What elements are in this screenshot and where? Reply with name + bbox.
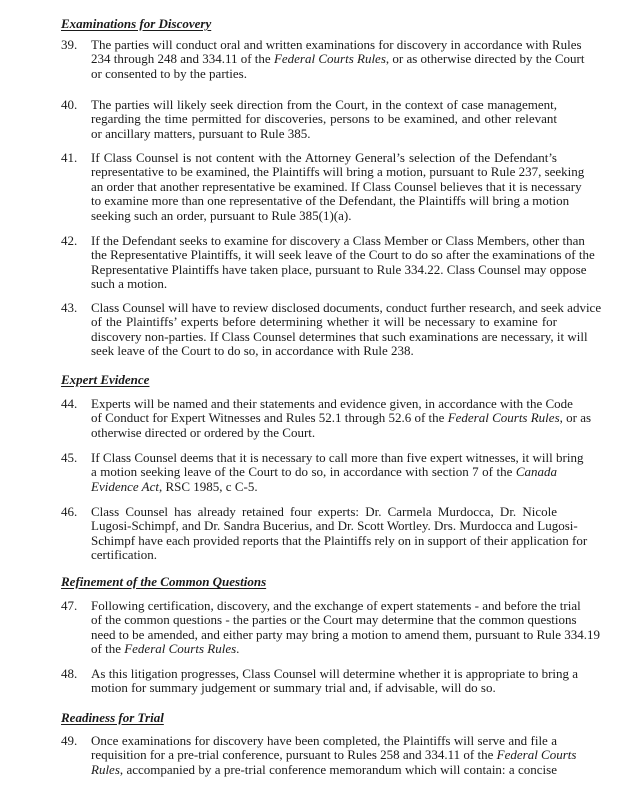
paragraph-number: 47. xyxy=(61,598,78,613)
paragraph-number: 41. xyxy=(61,150,78,165)
text-segment: to examine more than one representative of the Defendant, the Plaintiffs will bring a motion xyxy=(91,193,570,209)
text-segment: Representative Plaintiffs have taken place, pursuant to Rule 334.22. Class Counsel may oppose xyxy=(91,261,587,277)
numbered-paragraph xyxy=(61,504,588,563)
numbered-paragraph xyxy=(61,666,579,696)
text-line xyxy=(91,261,587,277)
paragraph-text xyxy=(91,37,585,81)
section-heading: Examinations for Discovery xyxy=(61,16,212,31)
text-line xyxy=(91,396,573,411)
paragraph-number: 48. xyxy=(61,666,78,681)
paragraph-number: 39. xyxy=(61,37,78,52)
paragraph-text xyxy=(91,450,584,494)
text-line xyxy=(91,666,579,681)
text-segment: regarding the time permitted for discoveries, persons to be examined, and other relevant xyxy=(91,111,557,127)
italic-citation: Rules xyxy=(91,761,120,777)
text-segment: or ancillary matters, pursuant to Rule 385. xyxy=(91,125,311,141)
text-segment: , RSC 1985, c C-5. xyxy=(158,478,258,494)
italic-citation: Canada xyxy=(515,464,557,480)
text-segment: Schimpf have each provided reports that the Plaintiffs rely on in support of their application for xyxy=(91,532,588,548)
numbered-paragraph xyxy=(61,300,602,359)
paragraph-text xyxy=(91,300,602,359)
section-heading: Readiness for Trial xyxy=(61,710,164,725)
paragraph-text xyxy=(91,396,592,440)
numbered-paragraph xyxy=(61,233,595,292)
text-line xyxy=(91,127,557,141)
text-line xyxy=(91,193,570,209)
text-segment: discovery non-parties. If Class Counsel determines that such examinations are necessary, it will xyxy=(91,328,588,344)
text-segment: representative to be examined, the Plaintiffs will bring a motion, pursuant to Rule 237, seeking xyxy=(91,164,585,180)
paragraph-number: 43. xyxy=(61,300,78,315)
text-line xyxy=(91,747,577,763)
text-segment: , or as xyxy=(559,410,592,426)
italic-citation: Federal Courts Rules xyxy=(273,51,386,67)
text-line xyxy=(91,681,557,695)
text-segment: Following certification, discovery, and the exchange of expert statements - and before the trial xyxy=(91,598,581,613)
paragraph-text xyxy=(91,504,588,563)
text-segment: , accompanied by a pre-trial conference memorandum which will contain: a concise xyxy=(119,761,557,777)
text-line xyxy=(91,233,585,248)
text-segment: The parties will conduct oral and written examinations for discovery in accordance with Rules xyxy=(91,37,582,52)
text-segment: If Class Counsel is not content with the Attorney General’s selection of the Defendant’s xyxy=(91,150,557,165)
text-line xyxy=(91,300,602,315)
paragraph-number: 40. xyxy=(61,97,78,112)
italic-citation: Evidence Act xyxy=(91,478,159,494)
text-segment: Lugosi-Schimpf, and Dr. Sandra Bucerius, and Dr. Scott Wortley. Drs. Murdocca and Lugosi- xyxy=(91,518,578,534)
text-segment: certification. xyxy=(91,547,158,563)
text-segment: . xyxy=(236,641,240,657)
paragraph-number: 49. xyxy=(61,733,78,748)
text-segment: such a motion. xyxy=(91,276,168,292)
text-line xyxy=(91,51,585,67)
text-segment: The parties will likely seek direction from the Court, in the context of case management, xyxy=(91,97,557,112)
text-line xyxy=(91,247,595,263)
text-line xyxy=(91,626,601,642)
text-segment: If the Defendant seeks to examine for discovery a Class Member or Class Members, other than xyxy=(91,233,585,248)
text-line xyxy=(91,112,557,126)
text-segment: of the xyxy=(91,641,125,657)
text-segment: of the common questions - the parties or the Court may determine that the common questions xyxy=(91,612,577,628)
text-line xyxy=(91,465,557,479)
text-line xyxy=(91,277,557,291)
text-line xyxy=(91,67,557,81)
text-segment: seek leave of the Court to do so, in accordance with Rule 238. xyxy=(91,343,414,359)
text-line xyxy=(91,598,581,613)
text-line xyxy=(91,98,557,112)
italic-citation: Federal Courts xyxy=(496,747,577,763)
numbered-paragraph xyxy=(61,733,577,777)
text-line xyxy=(91,450,584,465)
text-line xyxy=(91,612,577,628)
text-segment: an order that another representative be examined. If Class Counsel believes that it is necessary xyxy=(91,178,582,194)
text-line xyxy=(91,164,585,180)
text-segment: of the Plaintiffs’ experts before determining whether it will be necessary to examine for xyxy=(91,314,557,330)
text-line xyxy=(91,344,557,358)
text-segment: Experts will be named and their statements and evidence given, in accordance with the Code xyxy=(91,396,573,411)
text-segment: a motion seeking leave of the Court to do so, in accordance with section 7 of the xyxy=(91,464,516,480)
text-line xyxy=(91,763,557,777)
section-heading: Expert Evidence xyxy=(61,372,150,387)
text-segment: 234 through 248 and 334.11 of the xyxy=(91,51,274,67)
text-line xyxy=(91,642,557,656)
text-segment: otherwise directed or ordered by the Court. xyxy=(91,424,316,440)
text-line xyxy=(91,178,582,194)
section-heading: Refinement of the Common Questions xyxy=(61,574,267,589)
numbered-paragraph xyxy=(61,598,601,657)
text-line xyxy=(91,315,557,329)
text-segment: Once examinations for discovery have been completed, the Plaintiffs will serve and file a xyxy=(91,733,557,748)
paragraph-number: 46. xyxy=(61,504,78,519)
italic-citation: Federal Courts Rules xyxy=(447,410,560,426)
text-segment: , or as otherwise directed by the Court xyxy=(385,51,585,67)
text-line xyxy=(91,209,557,223)
numbered-paragraph xyxy=(61,37,585,81)
paragraph-text xyxy=(91,98,557,141)
text-line xyxy=(91,518,578,534)
text-segment: motion for summary judgement or summary trial and, if advisable, will do so. xyxy=(91,680,496,696)
text-segment: Class Counsel has already retained four experts: Dr. Carmela Murdocca, Dr. Nicole xyxy=(91,504,557,519)
paragraph-number: 44. xyxy=(61,396,78,411)
text-segment: If Class Counsel deems that it is necessary to call more than five expert witnesses, it will bring xyxy=(91,450,584,465)
text-segment: Class Counsel will have to review disclosed documents, conduct further research, and seek advice xyxy=(91,300,602,315)
text-segment: need to be amended, and either party may bring a motion to amend them, pursuant to Rule 334.19 xyxy=(91,626,601,642)
text-line xyxy=(91,151,557,165)
text-line xyxy=(91,328,588,344)
paragraph-text xyxy=(91,733,577,777)
text-segment: As this litigation progresses, Class Counsel will determine whether it is appropriate to bring a xyxy=(91,666,579,681)
text-segment: or consented to by the parties. xyxy=(91,65,247,81)
paragraph-text xyxy=(91,233,595,292)
italic-citation: Federal Courts Rules xyxy=(124,641,237,657)
paragraph-text xyxy=(91,150,585,223)
text-line xyxy=(91,480,557,494)
text-segment: the Representative Plaintiffs, it will seek leave of the Court to do so after the examinations of the xyxy=(91,247,595,263)
paragraph-number: 45. xyxy=(61,450,78,465)
paragraph-text xyxy=(91,666,579,696)
numbered-paragraph xyxy=(61,150,585,223)
text-segment: of Conduct for Expert Witnesses and Rules 52.1 through 52.6 of the xyxy=(91,410,448,426)
paragraph-number: 42. xyxy=(61,233,78,248)
text-line xyxy=(91,548,557,562)
text-line xyxy=(91,505,557,519)
numbered-paragraph xyxy=(61,450,584,494)
text-segment: seeking such an order, pursuant to Rule 385(1)(a). xyxy=(91,207,352,223)
text-line xyxy=(91,532,588,548)
paragraph-text xyxy=(91,598,601,657)
text-line xyxy=(91,410,592,426)
text-segment: requisition for a pre-trial conference, pursuant to Rules 258 and 334.11 of the xyxy=(91,747,497,763)
numbered-paragraph xyxy=(61,98,557,141)
text-line xyxy=(91,426,557,440)
text-line xyxy=(91,734,557,748)
numbered-paragraph xyxy=(61,396,592,440)
text-line xyxy=(91,37,582,52)
